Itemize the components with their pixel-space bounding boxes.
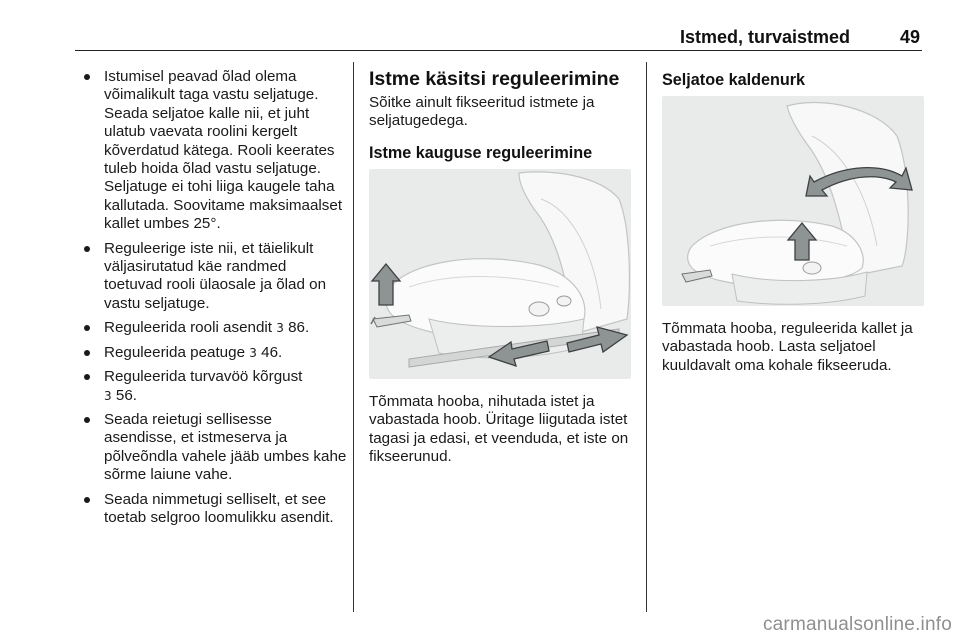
bullet-icon — [84, 325, 90, 331]
seat-distance-caption: Tõmmata hooba, nihutada istet ja vabastada hoob. Üritage liigutada istet tagasi ja edasi, et veenduda, et iste on fikseerunud. — [369, 392, 629, 466]
bullet-icon — [84, 374, 90, 380]
bullet-icon — [84, 246, 90, 252]
list-item: Reguleerida peatuge 3 46. — [80, 344, 348, 362]
list-item: Reguleerige iste nii, et täielikult väljasirutatud käe randmed toetuvad rooli ülaosale ja õlad on vastu seljatuge. — [80, 240, 348, 314]
page-ref-arrow-icon: 3 — [276, 321, 284, 336]
watermark: carmanualsonline.info — [762, 614, 952, 635]
list-item: Istumisel peavad õlad olema võimalikult taga vastu seljatuge. Seada seljatoe kalle nii, et juht ulatub vaevata roolini kergelt kõverdatud kätega. Rooli keerates tuleb hoida õlad vastu seljatuge. Seljatuge ei tohi liiga kaugele taha kallutada. Soovitame maksimaalset kallet umbes 25°. — [80, 68, 348, 234]
column-divider-2 — [646, 62, 647, 612]
subsection-heading-backrest-angle: Seljatoe kaldenurk — [662, 71, 806, 89]
bullet-icon — [84, 417, 90, 423]
bullet-icon — [84, 74, 90, 80]
page-ref-link[interactable]: 86. — [288, 319, 310, 337]
list-item: Reguleerida rooli asendit 3 86. — [80, 319, 348, 337]
column-divider-1 — [353, 62, 354, 612]
page-ref-link[interactable]: 46. — [261, 343, 283, 361]
backrest-angle-caption: Tõmmata hooba, reguleerida kallet ja vabastada hoob. Lasta seljatoel kuuldavalt oma kohale fikseeruda. — [662, 320, 913, 374]
list-item: Seada nimmetugi selliselt, et see toetab selgroo loomulikku asendit. — [80, 491, 348, 528]
page-ref-arrow-icon: 3 — [249, 345, 257, 360]
seat-distance-illustration — [369, 169, 631, 379]
intro-text: Sõitke ainult fikseeritud istmete ja seljatugedega. — [369, 94, 595, 130]
list-item: Reguleerida turvavöö kõrgust 3 56. — [80, 368, 348, 405]
backrest-angle-illustration — [662, 96, 924, 306]
bullet-icon — [84, 497, 90, 503]
bullet-icon — [84, 350, 90, 356]
column-3 — [662, 68, 928, 375]
column-2 — [369, 68, 639, 466]
section-heading: Istme käsitsi reguleerimine — [369, 68, 620, 90]
page-ref-arrow-icon: 3 — [104, 388, 112, 403]
page-number: 49 — [899, 27, 920, 47]
seating-position-list — [80, 68, 348, 527]
subsection-heading-seat-distance: Istme kauguse reguleerimine — [369, 143, 593, 162]
page-ref-link[interactable]: 56. — [115, 386, 137, 404]
page-header — [75, 24, 922, 51]
chapter-title: Istmed, turvaistmed — [679, 27, 850, 47]
list-item: Seada reietugi sellisesse asendisse, et istmeserva ja põlveõndla vahele jääb umbes kahe sõrme laiune vahe. — [80, 411, 348, 485]
column-1 — [80, 68, 348, 533]
